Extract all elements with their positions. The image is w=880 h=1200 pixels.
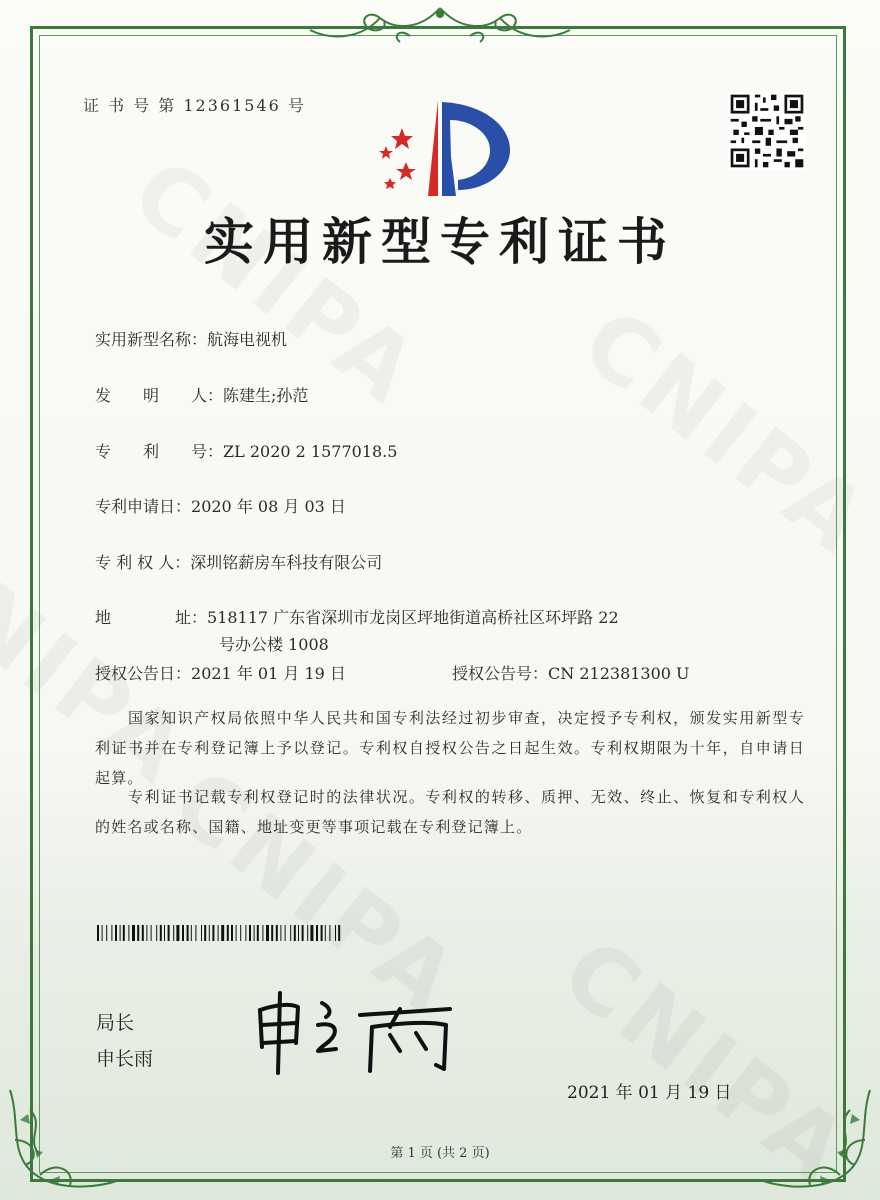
certificate-title: 实用新型专利证书 (204, 212, 676, 271)
certificate-number: 证 书 号 第 12361546 号 (83, 96, 306, 115)
certificate-statement-paragraph: 国家知识产权局依照中华人民共和国专利法经过初步审查，决定授予专利权，颁发实用新型专利证书并在专利登记簿上予以登记。专利权自授权公告之日起生效。专利权期限为十年，自申请日起算。 (95, 709, 805, 787)
grant-date-row (95, 661, 346, 684)
patent-number-row (95, 439, 397, 462)
utility-model-name-value: 航海电视机 (207, 330, 288, 349)
grant-number-value: CN 212381300 U (548, 664, 690, 683)
corner-ornament-bottom-left-icon (0, 1080, 130, 1200)
director-name: 申长雨 (96, 1048, 154, 1070)
page-number: 第 1 页 (共 2 页) (390, 1146, 490, 1161)
address-label: 地 址： (95, 608, 208, 627)
address-value-line1: 518117 广东省深圳市龙岗区坪地街道高桥社区环坪路 22 (207, 608, 619, 627)
grant-number-label: 授权公告号： (452, 664, 549, 683)
grant-date-label: 授权公告日： (95, 664, 192, 683)
qr-code-icon (728, 92, 806, 170)
address-value-line2: 号办公楼 1008 (219, 635, 329, 654)
patentee-label: 专 利 权 人： (95, 553, 191, 572)
director-title: 局长 (96, 1012, 135, 1034)
top-ornament-icon (300, 0, 580, 50)
patentee-value: 深圳铭薪房车科技有限公司 (190, 553, 383, 572)
barcode-icon (97, 925, 341, 941)
legal-status-paragraph: 专利证书记载专利权登记时的法律状况。专利权的转移、质押、无效、终止、恢复和专利权人的姓名或名称、国籍、地址变更等事项记载在专利登记簿上。 (95, 788, 805, 836)
patent-number-value: ZL 2020 2 1577018.5 (223, 442, 398, 461)
sign-date: 2021 年 01 月 19 日 (567, 1083, 732, 1103)
inventor-row (95, 383, 308, 406)
utility-model-name-row (95, 327, 287, 350)
cnipa-logo-icon (372, 100, 514, 202)
filing-date-label: 专利申请日： (95, 497, 192, 516)
utility-model-name-label: 实用新型名称： (95, 330, 208, 349)
inventor-value: 陈建生;孙范 (223, 386, 309, 405)
filing-date-row (95, 494, 346, 517)
patent-number-label: 专 利 号： (95, 442, 224, 461)
address-row (95, 605, 619, 628)
patentee-row (95, 550, 382, 573)
filing-date-value: 2020 年 08 月 03 日 (191, 497, 346, 516)
grant-number-row (452, 661, 690, 684)
inventor-label: 发 明 人： (95, 386, 224, 405)
grant-date-value: 2021 年 01 月 19 日 (191, 664, 346, 683)
corner-ornament-bottom-right-icon (750, 1080, 880, 1200)
director-signature-icon (250, 985, 460, 1075)
